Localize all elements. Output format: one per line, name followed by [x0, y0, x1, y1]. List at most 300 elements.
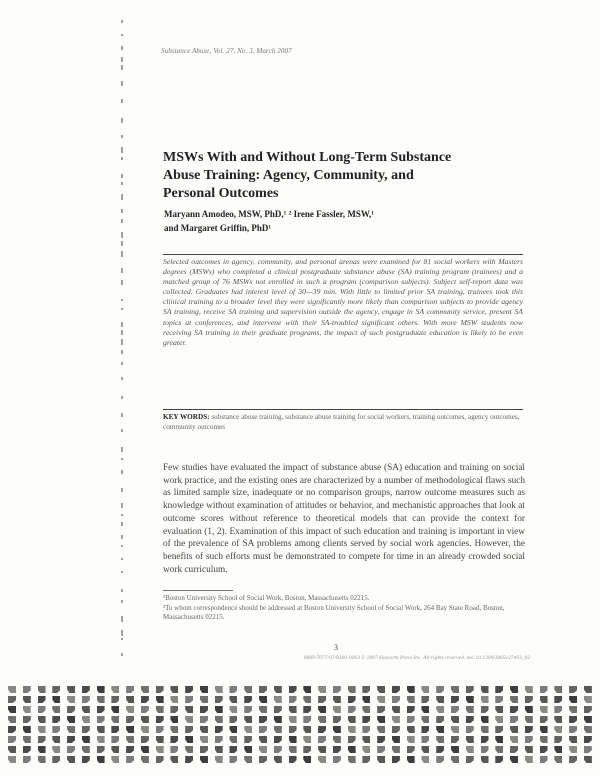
barcode-block	[200, 706, 208, 713]
margin-mark	[121, 251, 123, 257]
barcode-row	[8, 726, 592, 735]
barcode-block	[200, 716, 208, 723]
barcode-block	[23, 686, 31, 693]
margin-mark	[121, 429, 123, 432]
barcode-block	[141, 706, 149, 713]
barcode-block	[377, 686, 385, 693]
barcode-block	[38, 756, 46, 763]
barcode-block	[466, 686, 474, 693]
barcode-block	[185, 696, 193, 703]
barcode-block	[318, 706, 326, 713]
barcode-block	[23, 696, 31, 703]
barcode-block	[274, 706, 282, 713]
barcode-block	[52, 726, 60, 733]
barcode-block	[259, 756, 267, 763]
barcode-block	[141, 696, 149, 703]
barcode-block	[97, 696, 105, 703]
barcode-block	[451, 736, 459, 743]
footnotes	[163, 594, 523, 623]
barcode-block	[8, 736, 16, 743]
barcode-block	[407, 746, 415, 753]
author-line-2: and Margaret Griffin, PhD¹	[164, 223, 272, 233]
barcode-block	[52, 736, 60, 743]
barcode-block	[82, 686, 90, 693]
barcode-block	[82, 756, 90, 763]
barcode-block	[348, 756, 356, 763]
barcode-block	[289, 756, 297, 763]
barcode-block	[126, 696, 134, 703]
barcode-block	[215, 736, 223, 743]
barcode-block	[170, 736, 178, 743]
barcode-block	[229, 726, 237, 733]
barcode-row	[8, 686, 592, 695]
author-list	[164, 207, 484, 235]
barcode-block	[466, 746, 474, 753]
margin-mark	[121, 182, 123, 185]
barcode-block	[407, 716, 415, 723]
barcode-block	[141, 726, 149, 733]
barcode-block	[540, 716, 548, 723]
barcode-block	[481, 706, 489, 713]
barcode-block	[436, 706, 444, 713]
barcode-block	[67, 726, 75, 733]
barcode-block	[333, 746, 341, 753]
barcode-block	[569, 746, 577, 753]
barcode-block	[259, 686, 267, 693]
barcode-block	[185, 706, 193, 713]
barcode-block	[200, 756, 208, 763]
margin-mark	[121, 653, 123, 656]
barcode-block	[111, 726, 119, 733]
barcode-block	[274, 726, 282, 733]
barcode-block	[348, 716, 356, 723]
barcode-block	[185, 746, 193, 753]
footnote-2: ²To whom correspondence should be addressed at Boston University School of Social Work, 264 Bay State Road, Boston, Massachusetts 02215.	[163, 603, 505, 622]
barcode-block	[466, 726, 474, 733]
barcode-block	[421, 706, 429, 713]
barcode-block	[421, 716, 429, 723]
margin-mark	[121, 447, 123, 452]
barcode-block	[540, 686, 548, 693]
barcode-block	[289, 706, 297, 713]
margin-mark	[121, 638, 123, 640]
barcode-block	[333, 706, 341, 713]
keywords	[163, 413, 523, 432]
barcode-block	[510, 716, 518, 723]
barcode-block	[38, 716, 46, 723]
barcode-block	[23, 716, 31, 723]
margin-mark	[121, 99, 123, 103]
barcode-block	[348, 746, 356, 753]
article-title: MSWs With and Without Long-Term Substance Abuse Training: Agency, Community, and Personal Outcomes	[163, 150, 452, 201]
margin-mark	[121, 377, 123, 380]
margin-mark	[121, 322, 123, 327]
margin-mark	[121, 280, 123, 285]
barcode-block	[229, 756, 237, 763]
barcode-block	[525, 736, 533, 743]
barcode-block	[52, 716, 60, 723]
barcode-block	[141, 736, 149, 743]
barcode-block	[525, 686, 533, 693]
barcode-block	[244, 756, 252, 763]
barcode-block	[289, 686, 297, 693]
barcode-block	[126, 736, 134, 743]
barcode-block	[451, 706, 459, 713]
barcode-block	[554, 746, 562, 753]
abstract: Selected outcomes in agency, community, and personal arenas were examined for 81 social workers with Masters degrees (MSWs) who completed a clinical postgraduate substance abuse (SA) training program (trainees) and a matched group of 76 MSWs not enrolled in such a program (comparison subjects). Subject self-report data was collected. Graduates had interest level of 30—39 min. With little to limited prior SA training, trainees took this clinical training to a broader level they were significantly more likely than comparison subjects to provide agency SA training, receive SA training and supervision outside the agency, engage in SA community service, present SA topics at conferences, and intervene with their SA-troubled significant others. With more MSW students now receiving SA training in their graduate programs, the impact of such postgraduate education is likely to be even greater.	[163, 254, 523, 348]
margin-mark	[121, 350, 123, 354]
barcode-block	[392, 696, 400, 703]
barcode-block	[318, 726, 326, 733]
barcode-block	[67, 706, 75, 713]
barcode-block	[510, 756, 518, 763]
barcode-block	[82, 736, 90, 743]
barcode-block	[481, 746, 489, 753]
barcode-block	[495, 706, 503, 713]
barcode-block	[82, 726, 90, 733]
barcode-block	[333, 726, 341, 733]
barcode-block	[8, 696, 16, 703]
barcode-block	[569, 686, 577, 693]
barcode-block	[8, 706, 16, 713]
barcode-block	[510, 686, 518, 693]
margin-mark	[121, 630, 123, 636]
barcode-block	[584, 716, 592, 723]
barcode-block	[318, 696, 326, 703]
margin-mark	[121, 241, 123, 246]
barcode-block	[38, 706, 46, 713]
barcode-block	[82, 716, 90, 723]
barcode-block	[451, 756, 459, 763]
barcode-block	[156, 696, 164, 703]
barcode-block	[52, 746, 60, 753]
barcode-block	[126, 686, 134, 693]
barcode-block	[303, 696, 311, 703]
barcode-block	[362, 686, 370, 693]
barcode-block	[97, 726, 105, 733]
barcode-block	[97, 736, 105, 743]
barcode-block	[67, 736, 75, 743]
barcode-row	[8, 706, 592, 715]
barcode-block	[495, 736, 503, 743]
barcode-block	[303, 686, 311, 693]
barcode-block	[584, 746, 592, 753]
barcode-block	[156, 736, 164, 743]
barcode-block	[540, 736, 548, 743]
barcode-block	[97, 686, 105, 693]
barcode-block	[111, 746, 119, 753]
margin-mark	[121, 219, 123, 223]
barcode-block	[554, 736, 562, 743]
barcode-block	[156, 706, 164, 713]
barcode-block	[540, 756, 548, 763]
barcode-block	[82, 696, 90, 703]
barcode-block	[215, 746, 223, 753]
barcode-block	[569, 716, 577, 723]
barcode-block	[525, 746, 533, 753]
barcode-block	[333, 716, 341, 723]
barcode-block	[200, 746, 208, 753]
barcode-block	[67, 696, 75, 703]
barcode-block	[333, 736, 341, 743]
barcode-block	[495, 716, 503, 723]
barcode-block	[510, 746, 518, 753]
author-line-1: Maryann Amodeo, MSW, PhD,¹ ² Irene Fassler, MSW,¹	[164, 209, 374, 219]
barcode-block	[82, 746, 90, 753]
barcode-block	[156, 756, 164, 763]
margin-mark	[121, 20, 123, 23]
barcode-block	[348, 736, 356, 743]
margin-mark	[121, 362, 123, 365]
barcode-block	[303, 716, 311, 723]
barcode-block	[259, 696, 267, 703]
margin-mark	[121, 514, 123, 516]
margin-mark	[121, 503, 123, 508]
barcode-block	[436, 746, 444, 753]
barcode-block	[52, 756, 60, 763]
barcode-block	[421, 686, 429, 693]
barcode-block	[525, 706, 533, 713]
barcode-block	[259, 726, 267, 733]
barcode-block	[97, 706, 105, 713]
barcode-row	[8, 746, 592, 755]
barcode-block	[333, 696, 341, 703]
barcode-block	[377, 706, 385, 713]
barcode-block	[495, 696, 503, 703]
barcode-block	[156, 746, 164, 753]
barcode-block	[584, 686, 592, 693]
barcode-block	[23, 706, 31, 713]
barcode-block	[23, 756, 31, 763]
barcode-block	[584, 756, 592, 763]
margin-mark	[121, 299, 123, 301]
barcode-block	[392, 706, 400, 713]
barcode-block	[141, 686, 149, 693]
margin-mark	[121, 81, 123, 86]
barcode-block	[259, 736, 267, 743]
barcode-block	[303, 736, 311, 743]
margin-mark	[121, 535, 123, 539]
margin-mark	[121, 118, 123, 123]
barcode-block	[303, 726, 311, 733]
barcode-block	[259, 716, 267, 723]
barcode-block	[23, 726, 31, 733]
barcode-block	[318, 746, 326, 753]
barcode-block	[451, 726, 459, 733]
barcode-block	[274, 736, 282, 743]
barcode-block	[274, 746, 282, 753]
barcode-block	[466, 706, 474, 713]
keywords-text: substance abuse training, substance abuse training for social workers, training outcomes, agency outcomes, community outcomes	[163, 413, 520, 431]
barcode-block	[392, 746, 400, 753]
journal-citation: Substance Abuse, Vol. 27, No. 3, March 2007	[161, 47, 292, 55]
barcode-block	[244, 736, 252, 743]
barcode-block	[466, 696, 474, 703]
barcode-block	[362, 726, 370, 733]
barcode-block	[554, 726, 562, 733]
barcode-block	[421, 736, 429, 743]
margin-mark	[121, 330, 123, 335]
barcode-block	[52, 686, 60, 693]
barcode-block	[584, 696, 592, 703]
margin-mark	[121, 339, 123, 345]
barcode-block	[156, 686, 164, 693]
barcode-block	[8, 716, 16, 723]
barcode-block	[569, 756, 577, 763]
barcode-block	[436, 726, 444, 733]
margin-mark	[121, 135, 123, 138]
barcode-block	[185, 756, 193, 763]
barcode-block	[495, 756, 503, 763]
barcode-block	[289, 736, 297, 743]
barcode-block	[274, 686, 282, 693]
barcode-block	[333, 756, 341, 763]
barcode-block	[436, 686, 444, 693]
barcode-block	[97, 716, 105, 723]
margin-mark	[121, 46, 123, 50]
barcode-block	[407, 726, 415, 733]
barcode-block	[215, 756, 223, 763]
barcode-block	[111, 756, 119, 763]
barcode-block	[466, 736, 474, 743]
barcode-block	[111, 706, 119, 713]
margin-mark	[121, 157, 123, 160]
barcode-block	[67, 756, 75, 763]
barcode-block	[215, 696, 223, 703]
margin-mark	[121, 545, 123, 547]
barcode-block	[333, 686, 341, 693]
scan-margin-marks	[121, 20, 129, 670]
barcode-block	[407, 736, 415, 743]
barcode-block	[436, 716, 444, 723]
barcode-block	[229, 696, 237, 703]
barcode-block	[540, 726, 548, 733]
barcode-row	[8, 756, 592, 765]
barcode-block	[554, 706, 562, 713]
barcode-block	[392, 716, 400, 723]
barcode-block	[392, 726, 400, 733]
footnote-divider	[163, 590, 233, 591]
barcode-block	[185, 716, 193, 723]
barcode-block	[38, 736, 46, 743]
page-number: 3	[334, 643, 338, 652]
barcode-block	[377, 696, 385, 703]
barcode-block	[97, 756, 105, 763]
barcode-block	[126, 716, 134, 723]
barcode-block	[554, 696, 562, 703]
barcode-block	[436, 736, 444, 743]
margin-mark	[121, 308, 123, 310]
barcode-block	[481, 716, 489, 723]
barcode-block	[38, 686, 46, 693]
footnote-1: ¹Boston University School of Social Work, Boston, Massachusetts 02215.	[163, 594, 370, 602]
barcode-block	[481, 756, 489, 763]
barcode-block	[540, 696, 548, 703]
barcode-block	[377, 716, 385, 723]
barcode-block	[111, 736, 119, 743]
barcode-block	[348, 696, 356, 703]
barcode-block	[407, 686, 415, 693]
barcode-block	[215, 716, 223, 723]
barcode-block	[569, 736, 577, 743]
barcode-block	[67, 716, 75, 723]
margin-mark	[121, 616, 123, 622]
barcode-block	[436, 756, 444, 763]
barcode-block	[362, 716, 370, 723]
barcode-block	[466, 756, 474, 763]
barcode-block	[481, 736, 489, 743]
barcode-block	[289, 726, 297, 733]
barcode-block	[111, 716, 119, 723]
margin-mark	[121, 413, 123, 417]
barcode-block	[421, 726, 429, 733]
abstract-divider	[163, 409, 523, 410]
barcode-block	[525, 716, 533, 723]
barcode-block	[289, 746, 297, 753]
barcode-block	[244, 686, 252, 693]
barcode-block	[170, 756, 178, 763]
margin-mark	[121, 147, 123, 153]
margin-mark	[121, 57, 123, 62]
barcode-block	[407, 706, 415, 713]
barcode-block	[126, 746, 134, 753]
barcode-block	[495, 686, 503, 693]
margin-mark	[121, 558, 123, 560]
barcode-block	[392, 756, 400, 763]
barcode-block	[362, 756, 370, 763]
barcode-block	[141, 756, 149, 763]
barcode-block	[436, 696, 444, 703]
margin-mark	[121, 589, 123, 592]
barcode-block	[510, 696, 518, 703]
barcode-block	[554, 716, 562, 723]
barcode-block	[23, 746, 31, 753]
barcode-block	[348, 686, 356, 693]
barcode-block	[451, 716, 459, 723]
barcode-block	[244, 746, 252, 753]
barcode-block	[554, 756, 562, 763]
scan-barcode-strip	[0, 686, 600, 766]
barcode-block	[392, 686, 400, 693]
barcode-block	[126, 756, 134, 763]
barcode-block	[569, 706, 577, 713]
barcode-block	[156, 716, 164, 723]
barcode-block	[481, 696, 489, 703]
barcode-block	[244, 706, 252, 713]
margin-mark	[121, 488, 123, 492]
barcode-block	[170, 746, 178, 753]
barcode-block	[244, 696, 252, 703]
barcode-block	[274, 756, 282, 763]
barcode-block	[215, 726, 223, 733]
barcode-block	[141, 716, 149, 723]
barcode-block	[421, 746, 429, 753]
barcode-block	[377, 756, 385, 763]
barcode-block	[229, 686, 237, 693]
barcode-block	[407, 696, 415, 703]
barcode-block	[215, 706, 223, 713]
barcode-block	[362, 706, 370, 713]
barcode-block	[510, 726, 518, 733]
barcode-block	[126, 726, 134, 733]
barcode-block	[215, 686, 223, 693]
barcode-block	[38, 726, 46, 733]
barcode-block	[244, 726, 252, 733]
barcode-block	[510, 736, 518, 743]
barcode-block	[111, 696, 119, 703]
barcode-block	[481, 726, 489, 733]
margin-mark	[121, 174, 123, 178]
